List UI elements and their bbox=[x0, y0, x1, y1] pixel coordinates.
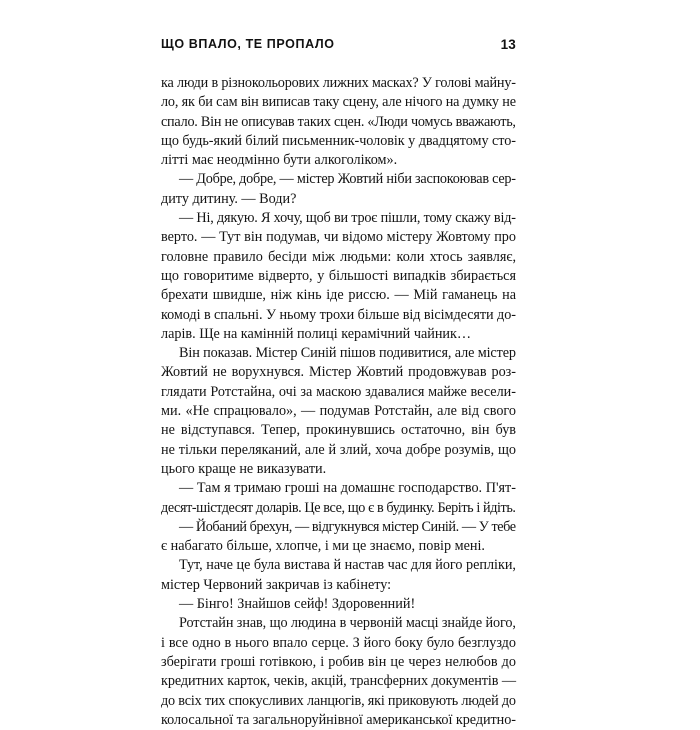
text-line: містер Червоний закричав із кабінету: bbox=[161, 576, 392, 593]
text-line: — Добре, добре, — містер Жовтий ніби заспокоював сер- bbox=[179, 171, 516, 188]
text-line: ларів. Ще на камінній полиці керамічний чайник… bbox=[161, 325, 472, 342]
text-line: Тут, наче це була вистава й настав час для його репліки, bbox=[179, 557, 516, 574]
text-line: є набагато більше, хлопче, і ми це знаємо, повір мені. bbox=[161, 538, 485, 555]
text-line: Жовтий не ворухнувся. Містер Жовтий продовжував роз- bbox=[161, 364, 516, 381]
text-line: колосальної та загальноруйнівної американської кредитно- bbox=[161, 711, 516, 728]
text-line: десят-шістдесят доларів. Це все, що є в будинку. Беріть і йдіть. bbox=[161, 499, 516, 516]
text-line: зберігати гроші готівкою, і робив він це через нелюбов до bbox=[161, 653, 516, 670]
text-line: комоді в спальні. У ньому трохи більше від вісімдесяти до- bbox=[161, 306, 516, 323]
text-line: Ротстайн знав, що людина в червоній масці знайде його, bbox=[179, 615, 516, 632]
text-line: брехати швидше, ніж кінь іде риссю. — Мій гаманець на bbox=[161, 287, 516, 304]
text-line: — Там я тримаю гроші на домашнє господарство. П'ят- bbox=[179, 480, 516, 497]
chapter-title: ЩО ВПАЛО, ТЕ ПРОПАЛО bbox=[161, 37, 335, 51]
text-line: спало. Він не описував таких сцен. «Люди чомусь вважають, bbox=[161, 113, 516, 130]
text-line: до всіх тих спокусливих ланцюгів, які приковують людей до bbox=[161, 692, 516, 709]
text-line: не тільки переляканий, але й злий, хоча добре розумів, що bbox=[161, 441, 516, 458]
text-line: ми. «Не спрацювало», — подумав Ротстайн, але від свого bbox=[161, 403, 516, 420]
text-line: глядати Ротстайна, очі за маскою здавалися майже весели- bbox=[161, 383, 516, 400]
text-line: — Ні, дякую. Я хочу, щоб ви троє пішли, тому скажу від- bbox=[179, 210, 516, 227]
text-line: не відступався. Тепер, прокинувшись остаточно, він був bbox=[161, 422, 516, 439]
text-line: і все одно в нього впало серце. З його боку було безглуздо bbox=[161, 634, 516, 651]
text-line: диту дитину. — Води? bbox=[161, 190, 297, 207]
text-line: верто. — Тут він подумав, чи відомо містеру Жовтому про bbox=[161, 229, 516, 246]
text-line: що говоритиме відверто, у більшості випадків збирається bbox=[161, 267, 516, 284]
text-line: кредитних карток, чеків, акцій, трансферних документів — bbox=[161, 673, 516, 690]
text-line: ло, як би сам він виписав таку сцену, але нічого на думку не bbox=[161, 94, 516, 111]
running-header bbox=[161, 37, 516, 55]
page-number: 13 bbox=[500, 37, 516, 52]
text-line: — Бінго! Знайшов сейф! Здоровенний! bbox=[179, 596, 416, 613]
text-line: — Йобаний брехун, — відгукнувся містер Синій. — У тебе bbox=[179, 518, 516, 535]
text-line: головне правило бесіди між людьми: коли хтось заявляє, bbox=[161, 248, 516, 265]
text-line: ка люди в різнокольорових лижних масках? У голові майну- bbox=[161, 75, 516, 91]
text-line: цього краще не виказувати. bbox=[161, 460, 327, 477]
text-line: що будь-який білий письменник-чоловік у двадцятому сто- bbox=[161, 132, 516, 149]
body-text bbox=[161, 74, 516, 730]
text-line: Він показав. Містер Синій пішов подивитися, але містер bbox=[179, 345, 516, 362]
text-line: літті має неодмінно бути алкоголіком». bbox=[161, 152, 398, 169]
